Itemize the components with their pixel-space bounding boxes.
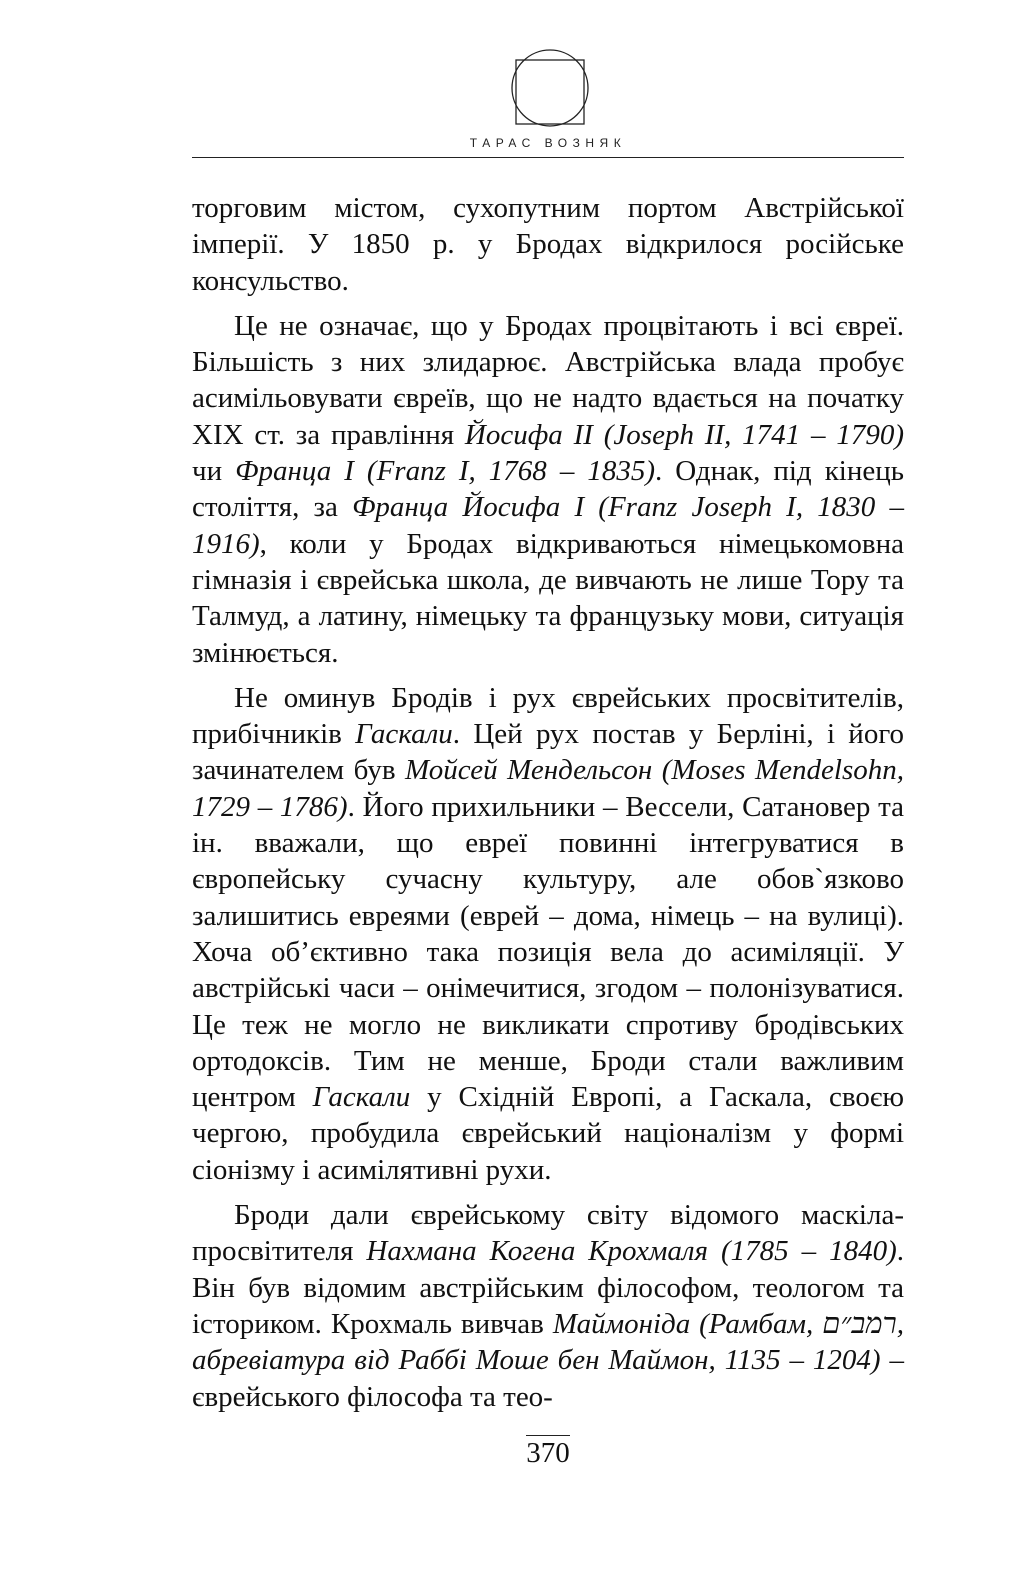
- running-head-author: ТАРАС ВОЗНЯК: [469, 136, 627, 150]
- paragraph: [192, 190, 904, 299]
- circle-square-emblem-icon: [509, 48, 591, 128]
- text-run: торговим містом, сухопутним портом Австрійської імперії. У 1850 р. у Бродах відкрилося російське консульство.: [192, 192, 904, 297]
- italic-text-run: Гаскали: [355, 718, 453, 751]
- page-number-value: 370: [526, 1437, 570, 1469]
- text-run: . Його прихильники – Вессели, Сатановер та ін. вважали, що евреї повинні інтегруватися в європейську сучасну культуру, але обов`язково залишитись евреями (еврей – дома, німець – на вулиці). Хоча об’єктивно така позиція вела до асиміляції. У австрійські часи – онімечитися, згодом – полонізуватися. Це теж не могло не викликати спротиву бродівських ортодоксів. Тим не менше, Броди стали важливим центром: [192, 790, 904, 1114]
- text-run: . Цей рух постав у Берліні, і його зачинателем був: [192, 718, 904, 787]
- text-run: , коли у Бродах відкриваються німецькомовна гімназія і єврейська школа, де вивчають не лише Тору та Талмуд, а латину, німецьку та французьку мови, ситуація змінюється.: [192, 527, 904, 669]
- text-run: . Однак, під кінець століття, за: [192, 455, 904, 524]
- text-run: у Східній Европі, а Гаскала, своєю чергою, пробудила єврейський націоналізм у формі сіонізму і асимілятивні рухи.: [192, 1081, 904, 1186]
- italic-text-run: Франца I (Franz I, 1768 – 1835): [235, 455, 656, 488]
- italic-text-run: Франца Йосифа I (Franz Joseph I, 1830 – 1916): [192, 491, 904, 560]
- text-run: Броди дали єврейському світу відомого маскіла-просвітителя: [192, 1199, 904, 1268]
- italic-text-run: Гаскали: [312, 1081, 411, 1114]
- paragraph: [192, 1197, 904, 1415]
- text-run: Не оминув Бродів і рух єврейських просвітителів, прибічників: [192, 681, 904, 751]
- text-run: Це не означає, що у Бродах процвітають і всі євреї. Більшість з них злидарює. Австрійська влада пробує асимільовувати євреїв, що не надто вдається на початку XIX ст. за правління: [192, 309, 904, 451]
- text-run: – єврейського філософа та тео-: [192, 1344, 904, 1413]
- text-run: чи: [192, 455, 236, 488]
- body-text: [192, 190, 904, 1415]
- header-rule: [192, 157, 904, 158]
- page-number: [192, 1437, 904, 1470]
- paragraph: [192, 308, 904, 671]
- text-run: . Він був відомим австрійським філософом, теологом та істориком. Крохмаль вивчав: [192, 1235, 904, 1340]
- italic-text-run: Маймоніда (Рамбам, רמב״ם, абревіатура від Раббі Моше бен Маймон, 1135 – 1204): [192, 1307, 905, 1377]
- italic-text-run: Нахмана Когена Крохмаля (1785 – 1840): [366, 1235, 897, 1268]
- italic-text-run: Йосифа II (Joseph II, 1741 – 1790): [464, 418, 904, 451]
- italic-text-run: Мойсей Мендельсон (Moses Mendelsohn, 1729 – 1786): [192, 754, 904, 823]
- paragraph: [192, 680, 904, 1188]
